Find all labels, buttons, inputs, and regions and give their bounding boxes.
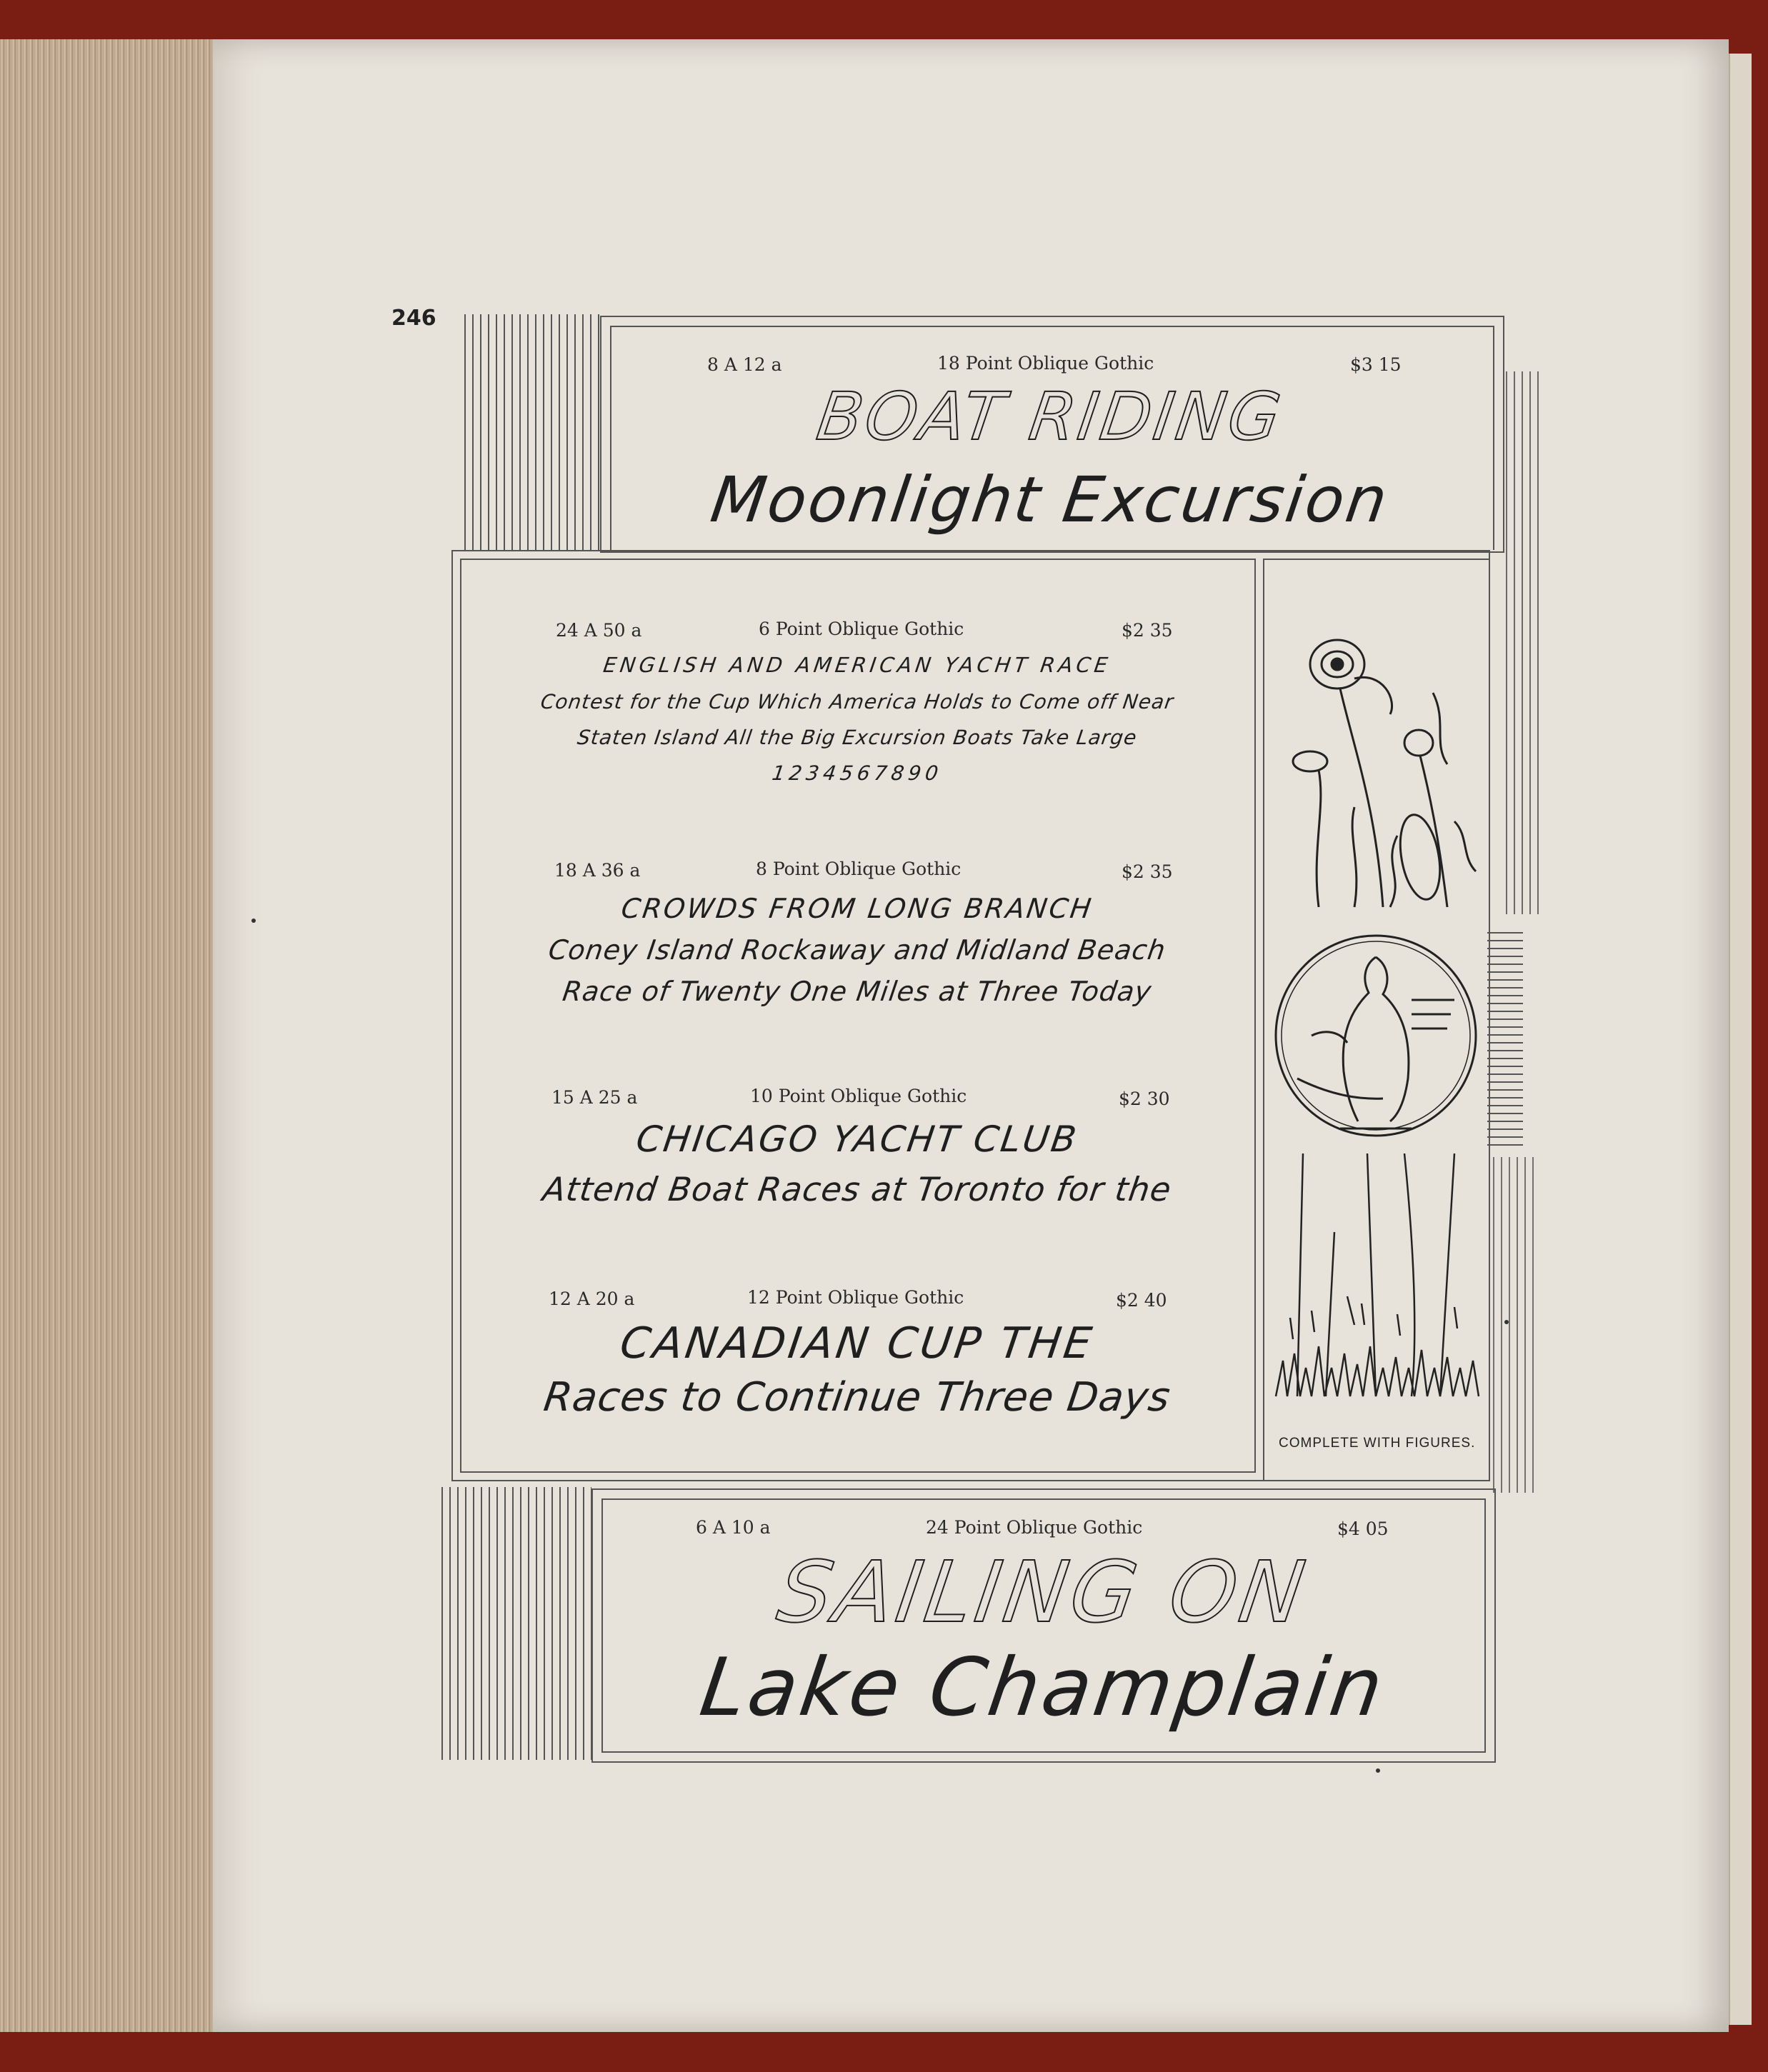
specimen-size-label: 12 Point Oblique Gothic — [747, 1287, 964, 1308]
specimen-quantity: 6 A 10 a — [696, 1517, 771, 1538]
decorative-hatching — [1506, 371, 1542, 914]
specimen-line: CHICAGO YACHT CLUB — [634, 1118, 1081, 1160]
next-page-edge — [1729, 54, 1752, 2025]
specimen-quantity: 12 A 20 a — [549, 1288, 635, 1309]
specimen-line: Contest for the Cup Which America Holds to Come off Near — [539, 690, 1176, 714]
columbus-medallion — [1269, 929, 1483, 1143]
specimen-line: BOAT RIDING — [812, 379, 1288, 455]
decorative-hatching — [464, 314, 600, 550]
specimen-line: Races to Continue Three Days — [541, 1374, 1174, 1421]
grass-illustration — [1269, 1153, 1483, 1403]
specimen-price: $2 40 — [1116, 1290, 1167, 1311]
specimen-quantity: 8 A 12 a — [707, 354, 782, 375]
specimen-price: $2 35 — [1122, 861, 1173, 882]
specimen-line: 1234567890 — [770, 761, 944, 785]
specimen-line: SAILING ON — [771, 1543, 1314, 1641]
decorative-hatching — [1487, 932, 1523, 1146]
decorative-hatching — [1493, 1157, 1536, 1493]
specimen-line: CROWDS FROM LONG BRANCH — [619, 893, 1095, 924]
illustration-caption: COMPLETE WITH FIGURES. — [1279, 1436, 1476, 1451]
decorative-hatching — [441, 1487, 591, 1760]
specimen-size-label: 10 Point Oblique Gothic — [750, 1086, 967, 1106]
specimen-size-label: 6 Point Oblique Gothic — [759, 619, 964, 639]
specimen-line: Attend Boat Races at Toronto for the — [540, 1170, 1174, 1208]
specimen-price: $4 05 — [1337, 1518, 1389, 1539]
specimen-quantity: 15 A 25 a — [551, 1087, 638, 1108]
specimen-line: Moonlight Excursion — [706, 463, 1394, 536]
paper-speck — [1376, 1768, 1380, 1773]
specimen-size-label: 8 Point Oblique Gothic — [756, 859, 962, 879]
specimen-line: ENGLISH AND AMERICAN YACHT RACE — [601, 653, 1113, 677]
paper-speck — [1504, 1320, 1509, 1324]
specimen-price: $2 35 — [1122, 620, 1173, 641]
specimen-line: CANADIAN CUP THE — [616, 1318, 1098, 1368]
specimen-size-label: 24 Point Oblique Gothic — [926, 1517, 1143, 1538]
specimen-size-label: 18 Point Oblique Gothic — [937, 353, 1154, 374]
specimen-quantity: 18 A 36 a — [554, 860, 641, 881]
paper-speck — [251, 919, 256, 923]
flower-illustration — [1269, 621, 1483, 921]
specimen-price: $3 15 — [1350, 354, 1402, 375]
specimen-line: Race of Twenty One Miles at Three Today — [560, 976, 1154, 1007]
book-page-edges — [0, 39, 214, 2032]
specimen-line: Coney Island Rockaway and Midland Beach — [546, 934, 1168, 966]
specimen-line: Staten Island All the Big Excursion Boats Take Large — [576, 726, 1139, 749]
page-number: 246 — [391, 306, 436, 331]
specimen-price: $2 30 — [1119, 1088, 1170, 1109]
specimen-line: Lake Champlain — [694, 1641, 1392, 1734]
specimen-quantity: 24 A 50 a — [556, 620, 642, 641]
